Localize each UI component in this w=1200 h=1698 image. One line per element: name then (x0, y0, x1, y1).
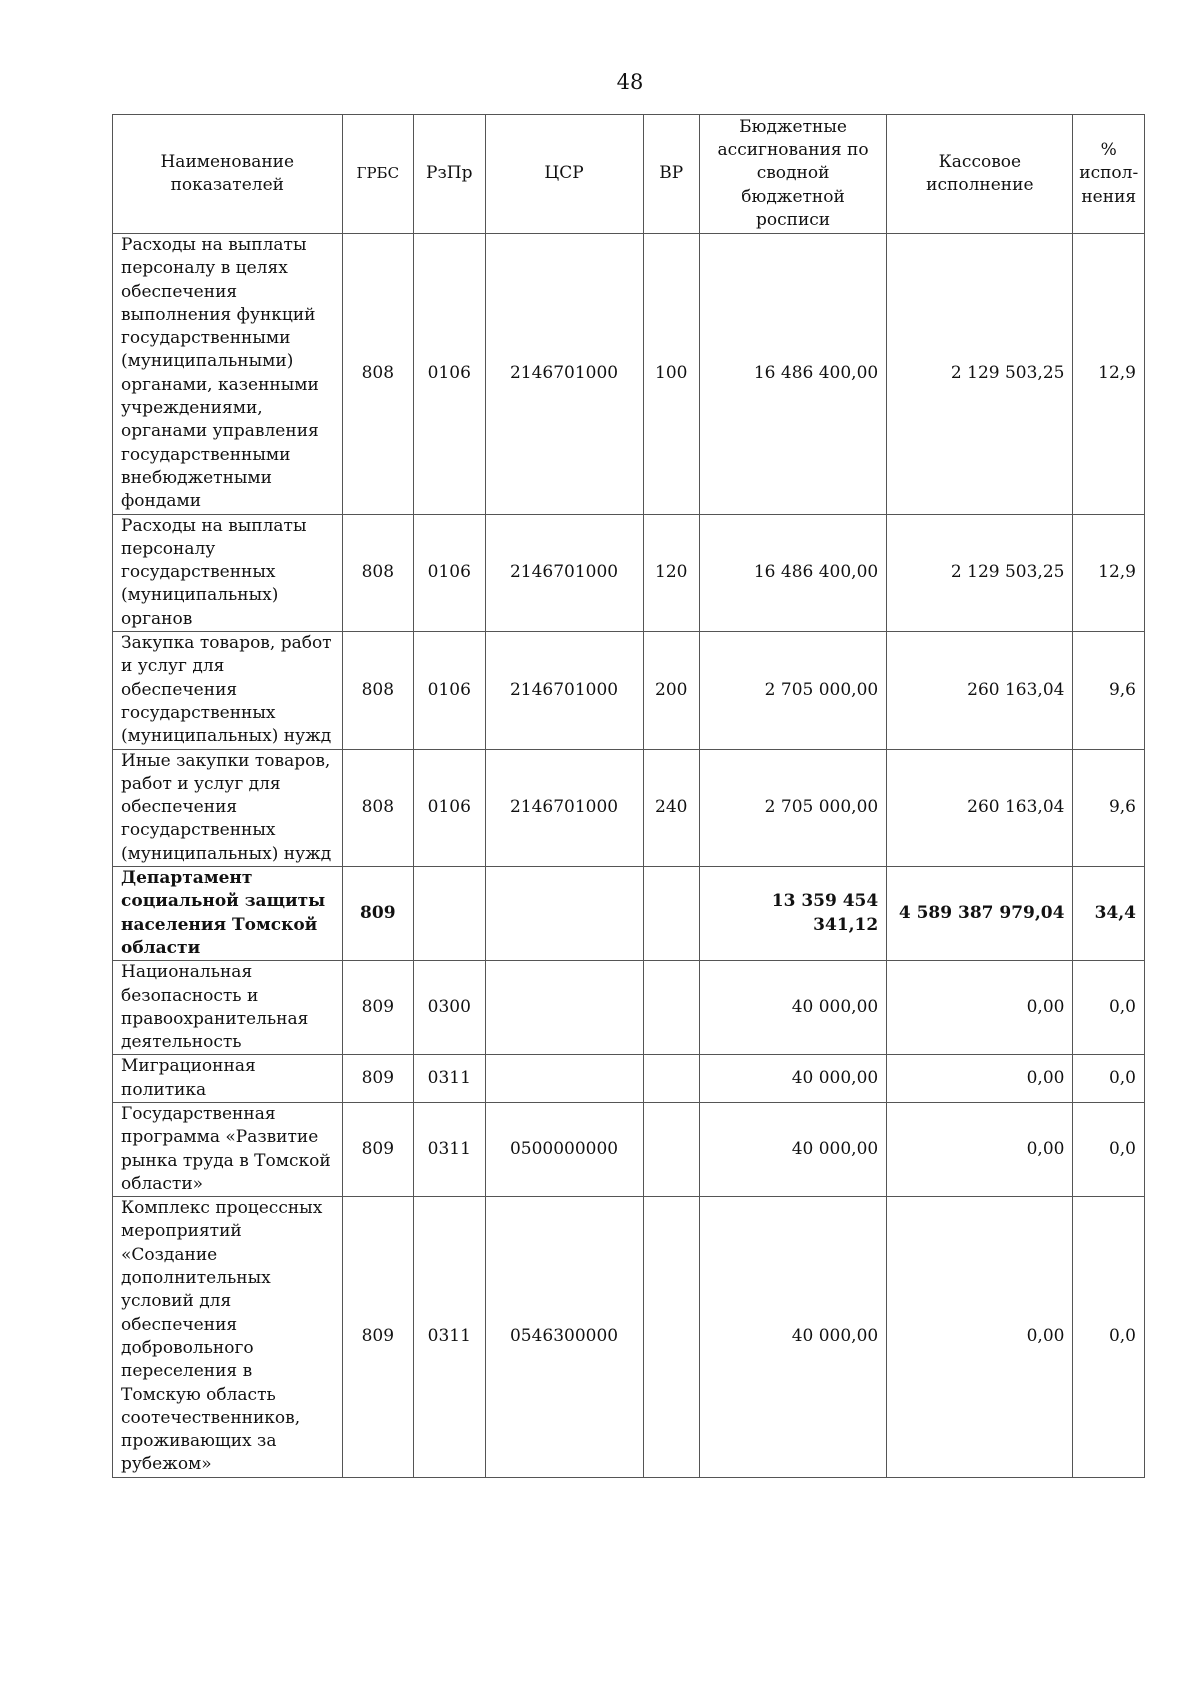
row-csr (485, 1055, 643, 1103)
row-cash-execution: 260 163,04 (887, 632, 1073, 749)
row-name: Миграционная политика (113, 1055, 343, 1103)
row-csr: 2146701000 (485, 749, 643, 866)
row-grbs: 808 (342, 749, 413, 866)
row-name: Департамент социальной защиты населения Томской области (113, 867, 343, 961)
row-percent-execution: 12,9 (1073, 514, 1145, 631)
row-rzpr: 0106 (414, 632, 485, 749)
row-vr: 120 (643, 514, 699, 631)
row-rzpr: 0311 (414, 1102, 485, 1196)
row-assignments: 13 359 454 341,12 (699, 867, 886, 961)
row-grbs: 808 (342, 234, 413, 515)
row-grbs: 809 (342, 1197, 413, 1478)
row-percent-execution: 9,6 (1073, 632, 1145, 749)
row-name: Национальная безопасность и правоохранительная деятельность (113, 961, 343, 1055)
row-csr: 2146701000 (485, 632, 643, 749)
row-percent-execution: 0,0 (1073, 1102, 1145, 1196)
table-row (113, 1055, 1145, 1103)
row-csr: 2146701000 (485, 514, 643, 631)
header-cash-execution: Кассовое исполнение (887, 115, 1073, 234)
row-percent-execution: 9,6 (1073, 749, 1145, 866)
table-row (113, 1102, 1145, 1196)
row-cash-execution: 0,00 (887, 961, 1073, 1055)
table-row (113, 1197, 1145, 1478)
row-vr (643, 867, 699, 961)
row-grbs: 809 (342, 961, 413, 1055)
row-csr (485, 961, 643, 1055)
row-rzpr: 0106 (414, 234, 485, 515)
row-percent-execution: 12,9 (1073, 234, 1145, 515)
row-cash-execution: 4 589 387 979,04 (887, 867, 1073, 961)
row-assignments: 40 000,00 (699, 1197, 886, 1478)
row-name: Расходы на выплаты персоналу государственных (муниципальных) органов (113, 514, 343, 631)
row-vr (643, 961, 699, 1055)
row-grbs: 808 (342, 514, 413, 631)
row-percent-execution: 0,0 (1073, 1197, 1145, 1478)
table-row-department (113, 867, 1145, 961)
row-grbs: 809 (342, 1055, 413, 1103)
row-assignments: 2 705 000,00 (699, 632, 886, 749)
row-vr: 200 (643, 632, 699, 749)
row-rzpr: 0311 (414, 1197, 485, 1478)
row-csr (485, 867, 643, 961)
row-rzpr: 0300 (414, 961, 485, 1055)
row-vr (643, 1197, 699, 1478)
row-assignments: 40 000,00 (699, 961, 886, 1055)
row-cash-execution: 0,00 (887, 1055, 1073, 1103)
row-percent-execution: 0,0 (1073, 1055, 1145, 1103)
row-assignments: 2 705 000,00 (699, 749, 886, 866)
row-cash-execution: 2 129 503,25 (887, 514, 1073, 631)
row-percent-execution: 34,4 (1073, 867, 1145, 961)
table-row (113, 514, 1145, 631)
header-rzpr: РзПр (414, 115, 485, 234)
row-percent-execution: 0,0 (1073, 961, 1145, 1055)
table-row (113, 749, 1145, 866)
row-csr: 2146701000 (485, 234, 643, 515)
row-assignments: 16 486 400,00 (699, 514, 886, 631)
row-grbs: 809 (342, 1102, 413, 1196)
row-cash-execution: 260 163,04 (887, 749, 1073, 866)
budget-execution-table (112, 114, 1145, 1478)
row-grbs: 809 (342, 867, 413, 961)
row-vr (643, 1055, 699, 1103)
row-assignments: 40 000,00 (699, 1055, 886, 1103)
row-grbs: 808 (342, 632, 413, 749)
row-rzpr: 0311 (414, 1055, 485, 1103)
table-row (113, 632, 1145, 749)
row-vr: 100 (643, 234, 699, 515)
row-name: Комплекс процессных мероприятий «Создание дополнительных условий для обеспечения добровольного переселения в Томскую область соотечественников, проживающих за рубежом» (113, 1197, 343, 1478)
row-csr: 0500000000 (485, 1102, 643, 1196)
row-cash-execution: 0,00 (887, 1102, 1073, 1196)
row-name: Закупка товаров, работ и услуг для обеспечения государственных (муниципальных) нужд (113, 632, 343, 749)
table-header-row (113, 115, 1145, 234)
header-name: Наименование показателей (113, 115, 343, 234)
row-rzpr (414, 867, 485, 961)
row-csr: 0546300000 (485, 1197, 643, 1478)
table-row (113, 234, 1145, 515)
header-grbs: ГРБС (342, 115, 413, 234)
row-vr (643, 1102, 699, 1196)
row-rzpr: 0106 (414, 749, 485, 866)
row-vr: 240 (643, 749, 699, 866)
header-vr: ВР (643, 115, 699, 234)
row-cash-execution: 2 129 503,25 (887, 234, 1073, 515)
row-assignments: 40 000,00 (699, 1102, 886, 1196)
row-name: Расходы на выплаты персоналу в целях обеспечения выполнения функций государственными (муниципальными) органами, казенными учреждениями, органами управления государственными внебюджетными фондами (113, 234, 343, 515)
header-assignments: Бюджетные ассигнования по сводной бюджетной росписи (699, 115, 886, 234)
header-csr: ЦСР (485, 115, 643, 234)
row-assignments: 16 486 400,00 (699, 234, 886, 515)
row-cash-execution: 0,00 (887, 1197, 1073, 1478)
row-rzpr: 0106 (414, 514, 485, 631)
page-number: 48 (616, 70, 644, 94)
row-name: Государственная программа «Развитие рынка труда в Томской области» (113, 1102, 343, 1196)
row-name: Иные закупки товаров, работ и услуг для обеспечения государственных (муниципальных) нужд (113, 749, 343, 866)
header-percent-execution: % испол-нения (1073, 115, 1145, 234)
table-row (113, 961, 1145, 1055)
